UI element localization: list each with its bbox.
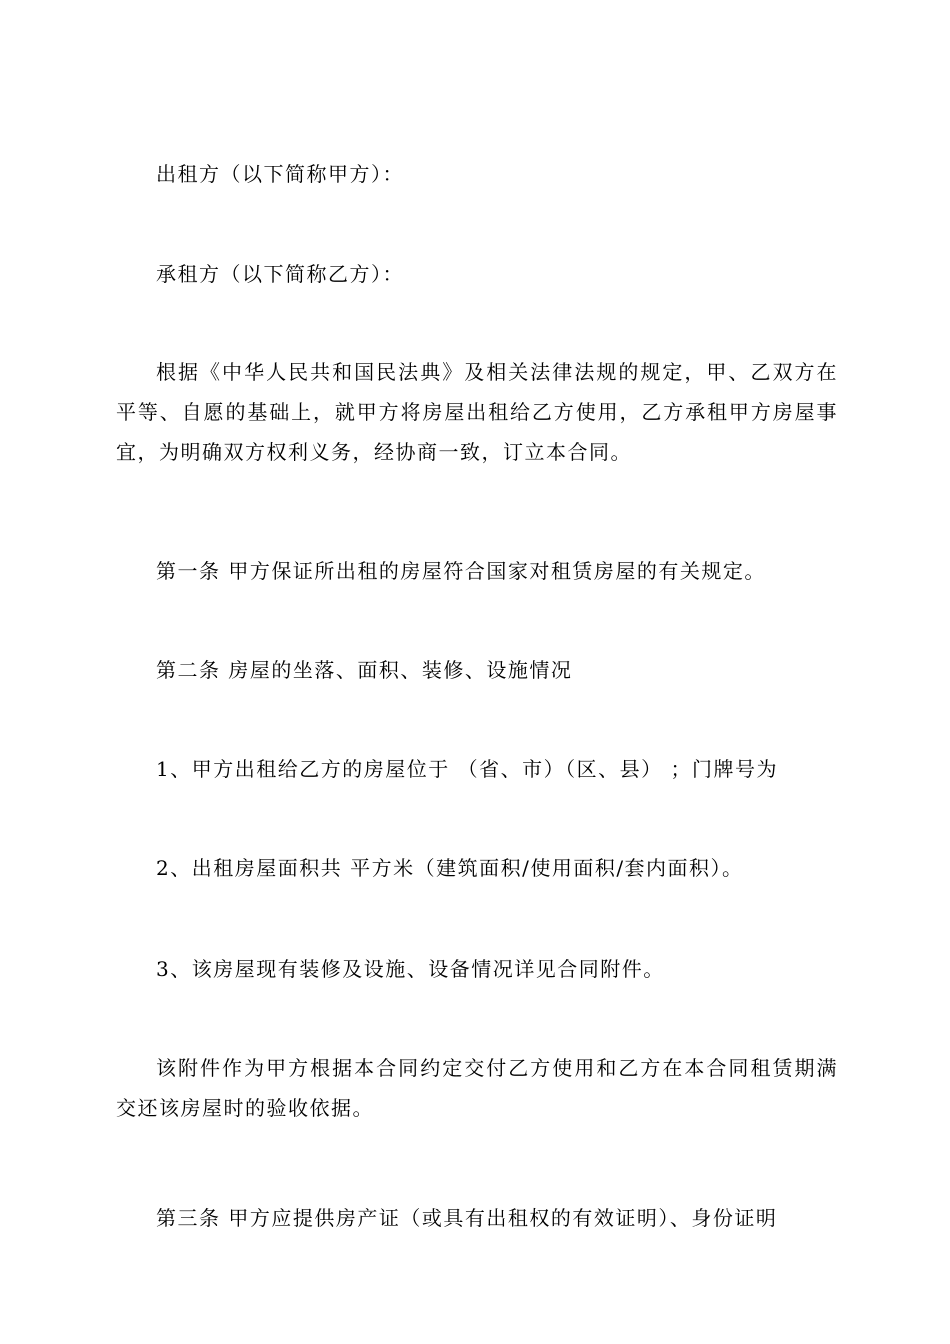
article-2-heading: 第二条 房屋的坐落、面积、装修、设施情况 <box>156 658 573 682</box>
article-2-item-1: 1、甲方出租给乙方的房屋位于 （省、市）（区、县） ；门牌号为 <box>156 757 778 781</box>
attachment-paragraph: 该附件作为甲方根据本合同约定交付乙方使用和乙方在本合同租赁期满交还该房屋时的验收依据。 <box>116 1056 838 1120</box>
article-2-item-3: 3、该房屋现有装修及设施、设备情况详见合同附件。 <box>156 957 665 981</box>
article-3: 第三条 甲方应提供房产证（或具有出租权的有效证明）、身份证明 <box>156 1206 778 1230</box>
article-1: 第一条 甲方保证所出租的房屋符合国家对租赁房屋的有关规定。 <box>156 559 766 583</box>
lessor-line: 出租方（以下简称甲方）： <box>156 162 404 186</box>
preamble-paragraph: 根据《中华人民共和国民法典》及相关法律法规的规定，甲、乙双方在平等、自愿的基础上，就甲方将房屋出租给乙方使用，乙方承租甲方房屋事宜，为明确双方权利义务，经协商一致，订立本合同。 <box>116 360 838 464</box>
lessee-line: 承租方（以下简称乙方）： <box>156 262 404 286</box>
article-2-item-2: 2、出租房屋面积共 平方米（建筑面积/使用面积/套内面积）。 <box>156 856 744 880</box>
